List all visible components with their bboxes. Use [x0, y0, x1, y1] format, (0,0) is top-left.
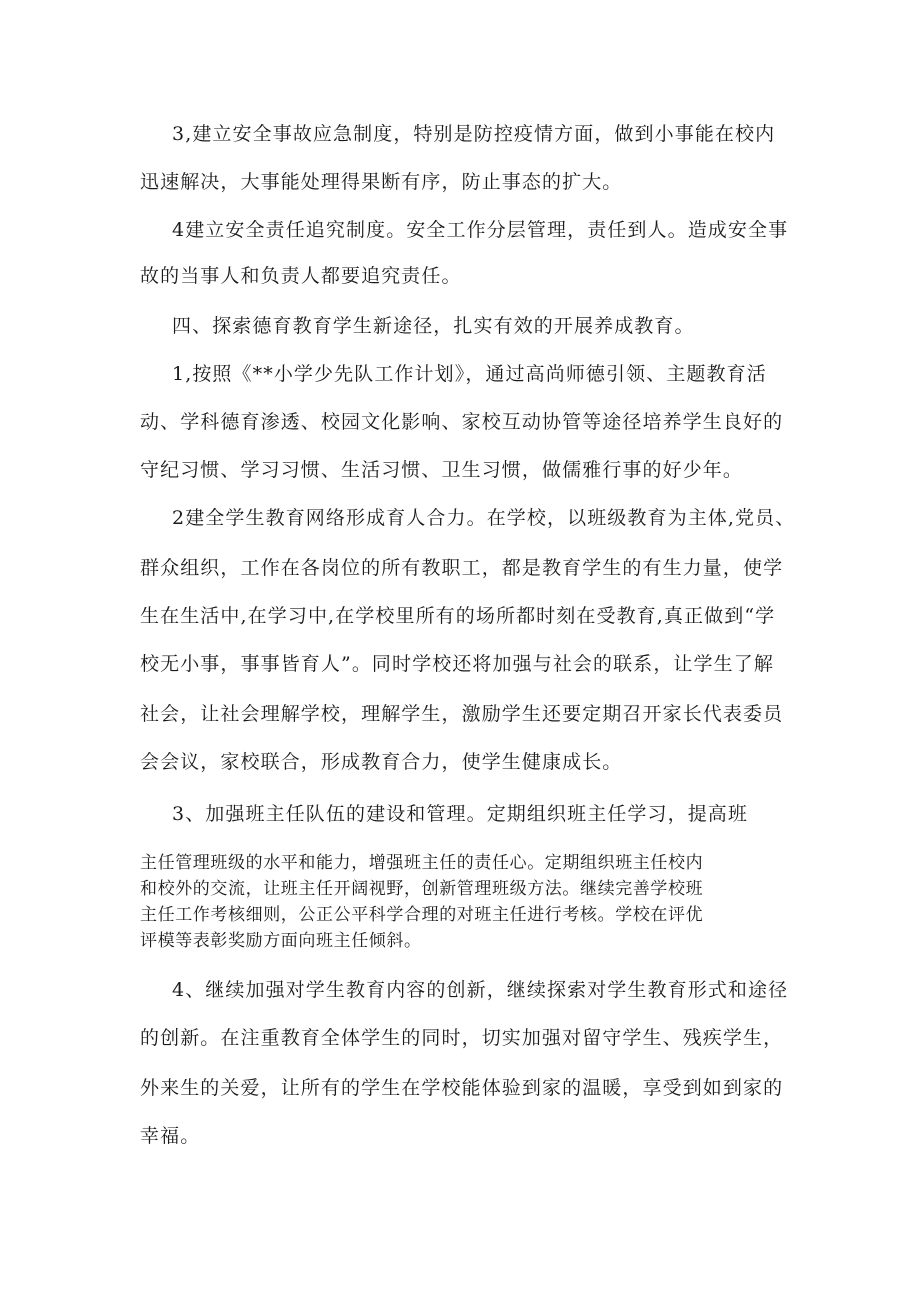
text-line: 校无小事，事事皆育人”。同时学校还将加强与社会的联系，让学生了解: [140, 653, 774, 675]
text-line: 和校外的交流，让班主任开阔视野，创新管理班级方法。继续完善学校班: [140, 879, 704, 899]
text-line: 故的当事人和负责人都要追究责任。: [140, 265, 462, 287]
text-line: 2建全学生教育网络形成育人合力。在学校，以班级教育为主体,党员、: [172, 507, 796, 529]
text-line: 幸福。: [140, 1125, 201, 1147]
text-line: 3,建立安全事故应急制度，特别是防控疫情方面，做到小事能在校内: [172, 123, 776, 145]
text-line: 的创新。在注重教育全体学生的同时，切实加强对留守学生、残疾学生，: [140, 1027, 784, 1049]
text-line: 评模等表彰奖励方面向班主任倾斜。: [140, 931, 422, 951]
text-line: 4、继续加强对学生教育内容的创新，继续探索对学生教育形式和途径: [172, 979, 789, 1001]
text-line: 会会议，家校联合，形成教育合力，使学生健康成长。: [140, 751, 623, 773]
text-line: 群众组织，工作在各岗位的所有教职工，都是教育学生的有生力量，使学: [140, 557, 784, 579]
text-line: 外来生的关爱，让所有的学生在学校能体验到家的温暖，享受到如到家的: [140, 1077, 784, 1099]
text-line: 动、学科德育渗透、校园文化影响、家校互动协管等途径培养学生良好的: [140, 411, 784, 433]
text-line: 迅速解决，大事能处理得果断有序，防止事态的扩大。: [140, 171, 623, 193]
section-heading: 四、探索德育教育学生新途径，扎实有效的开展养成教育。: [172, 315, 695, 337]
text-line: 社会，让社会理解学校，理解学生，激励学生还要定期召开家长代表委员: [140, 703, 784, 725]
text-line: 1,按照《**小学少先队工作计划》，通过高尚师德引领、主题教育活: [172, 363, 767, 385]
text-line: 守纪习惯、学习习惯、生活习惯、卫生习惯，做儒雅行事的好少年。: [140, 459, 744, 481]
text-line: 3、加强班主任队伍的建设和管理。定期组织班主任学习，提高班: [172, 803, 748, 825]
text-line: 4建立安全责任追究制度。安全工作分层管理，责任到人。造成安全事: [172, 219, 789, 241]
text-line: 生在生活中,在学习中,在学校里所有的场所都时刻在受教育,真正做到“学: [140, 605, 776, 627]
text-line: 主任管理班级的水平和能力，增强班主任的责任心。定期组织班主任校内: [140, 853, 704, 873]
text-line: 主任工作考核细则，公正公平科学合理的对班主任进行考核。学校在评优: [140, 905, 704, 925]
